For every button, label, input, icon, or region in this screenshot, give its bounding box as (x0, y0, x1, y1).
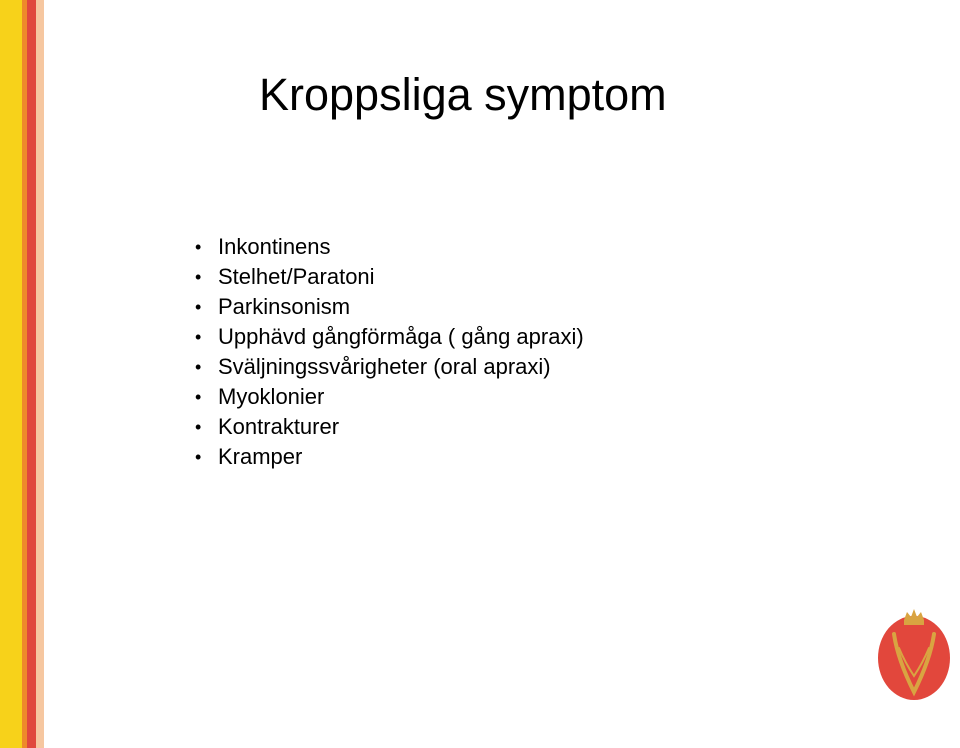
list-item: • Kramper (195, 442, 584, 472)
list-item: • Stelhet/Paratoni (195, 262, 584, 292)
list-item: • Sväljningssvårigheter (oral apraxi) (195, 352, 584, 382)
crown-band (904, 620, 924, 625)
slide-title: Kroppsliga symptom (259, 69, 667, 120)
list-item: • Inkontinens (195, 232, 584, 262)
side-stripe-yellow (0, 0, 22, 748)
list-item: • Upphävd gångförmåga ( gång apraxi) (195, 322, 584, 352)
side-stripe-red (27, 0, 36, 748)
list-item: • Myoklonier (195, 382, 584, 412)
side-stripe-light (36, 0, 44, 748)
symptom-list (195, 232, 584, 472)
list-item: • Parkinsonism (195, 292, 584, 322)
crown-icon (904, 609, 924, 620)
silviahemmet-logo (864, 600, 960, 716)
logo-medallion (878, 616, 950, 700)
list-item: • Kontrakturer (195, 412, 584, 442)
